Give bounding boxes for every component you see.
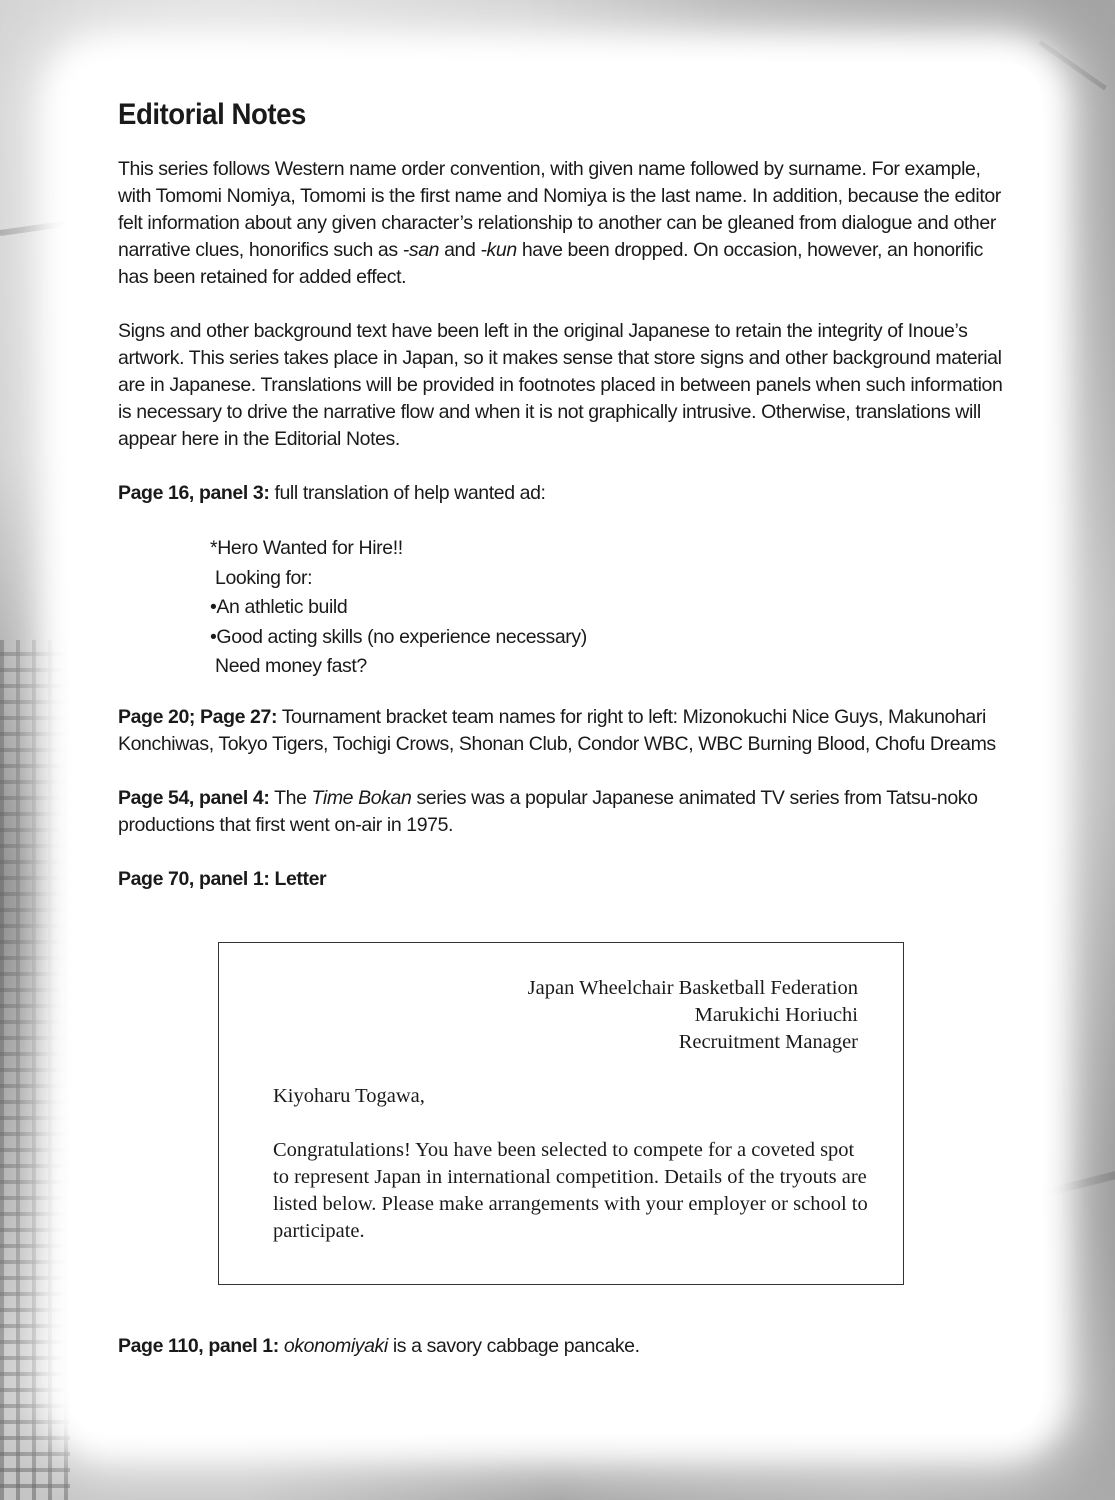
note-text: full translation of help wanted ad: bbox=[269, 482, 546, 504]
note-page-54 bbox=[118, 785, 1008, 839]
note-text: Tournament bracket team names for right to left: Mizonokuchi Nice Guys, Makunohari Konchiwas, Tokyo Tigers, Tochigi Crows, Shonan Club, Condor WBC, WBC Burning Blood, Chofu Dreams bbox=[118, 705, 996, 755]
paragraph-text: and bbox=[439, 239, 481, 261]
page-title: Editorial Notes bbox=[118, 98, 306, 131]
paragraph-text: have been dropped. On occasion, however, an honorific has been retained for added effect. bbox=[118, 239, 984, 288]
note-text: is a savory cabbage pancake. bbox=[387, 1335, 640, 1357]
letter-sender: Marukichi Horiuchi bbox=[694, 1004, 858, 1026]
note-page-20-27 bbox=[118, 704, 1008, 758]
honorific-kun: -kun bbox=[480, 239, 517, 261]
letter-greeting: Kiyoharu Togawa, bbox=[273, 1085, 425, 1107]
grid-texture bbox=[0, 640, 70, 1500]
ad-line: Need money fast? bbox=[210, 655, 367, 677]
signs-paragraph: Signs and other background text have been left in the original Japanese to retain the integrity of Inoue’s artwork. This series takes place in Japan, so it makes sense that store signs and other background material are in Japanese. Translations will be provided in footnotes placed in between panels when such information is necessary to drive the narrative flow and when it is not graphically intrusive. Otherwise, translations will appear here in the Editorial Notes. bbox=[118, 320, 1003, 450]
ad-line: •Good acting skills (no experience necessary) bbox=[210, 625, 587, 648]
letter-header bbox=[528, 975, 858, 1056]
note-text: series was a popular Japanese animated TV series from Tatsu-noko productions that first went on-air in 1975. bbox=[118, 786, 978, 836]
note-page-110 bbox=[118, 1333, 640, 1360]
letter-sender-title: Recruitment Manager bbox=[678, 1031, 858, 1053]
note-text: The bbox=[269, 786, 312, 809]
letter-org: Japan Wheelchair Basketball Federation bbox=[527, 977, 858, 999]
note-page-70 bbox=[118, 866, 1008, 893]
help-wanted-ad bbox=[210, 534, 1008, 682]
editorial-content bbox=[118, 98, 1008, 920]
paragraph-text: This series follows Western name order convention, with given name followed by surname. For example, with Tomomi Nomiya, Tomomi is the first name and Nomiya is the last name. In addition, because the editor felt information about any given character’s relationship to another can be gleaned from dialogue and other narrative clues, honorifics such as bbox=[118, 158, 1001, 261]
ad-line: •An athletic build bbox=[210, 596, 348, 618]
note-label: Page 110, panel 1: bbox=[118, 1335, 279, 1357]
name-order-paragraph bbox=[118, 156, 1008, 291]
note-label: Page 54, panel 4: bbox=[118, 786, 270, 809]
note-page-16 bbox=[118, 480, 1008, 507]
honorific-san: -san bbox=[402, 239, 440, 261]
note-italic: Time Bokan bbox=[311, 786, 412, 809]
letter-box bbox=[218, 942, 904, 1285]
letter-body: Congratulations! You have been selected to compete for a coveted spot to represent Japan in international competition. Details of the tryouts are listed below. Please make arrangements with your employer or school to participate. bbox=[273, 1139, 868, 1242]
note-italic: okonomiyaki bbox=[283, 1335, 388, 1357]
ad-line: Looking for: bbox=[210, 566, 313, 589]
note-label: Page 16, panel 3: bbox=[118, 482, 270, 504]
ad-line: *Hero Wanted for Hire!! bbox=[210, 537, 403, 559]
note-label: Page 20; Page 27: bbox=[118, 705, 278, 728]
note-label: Page 70, panel 1: Letter bbox=[118, 867, 327, 890]
